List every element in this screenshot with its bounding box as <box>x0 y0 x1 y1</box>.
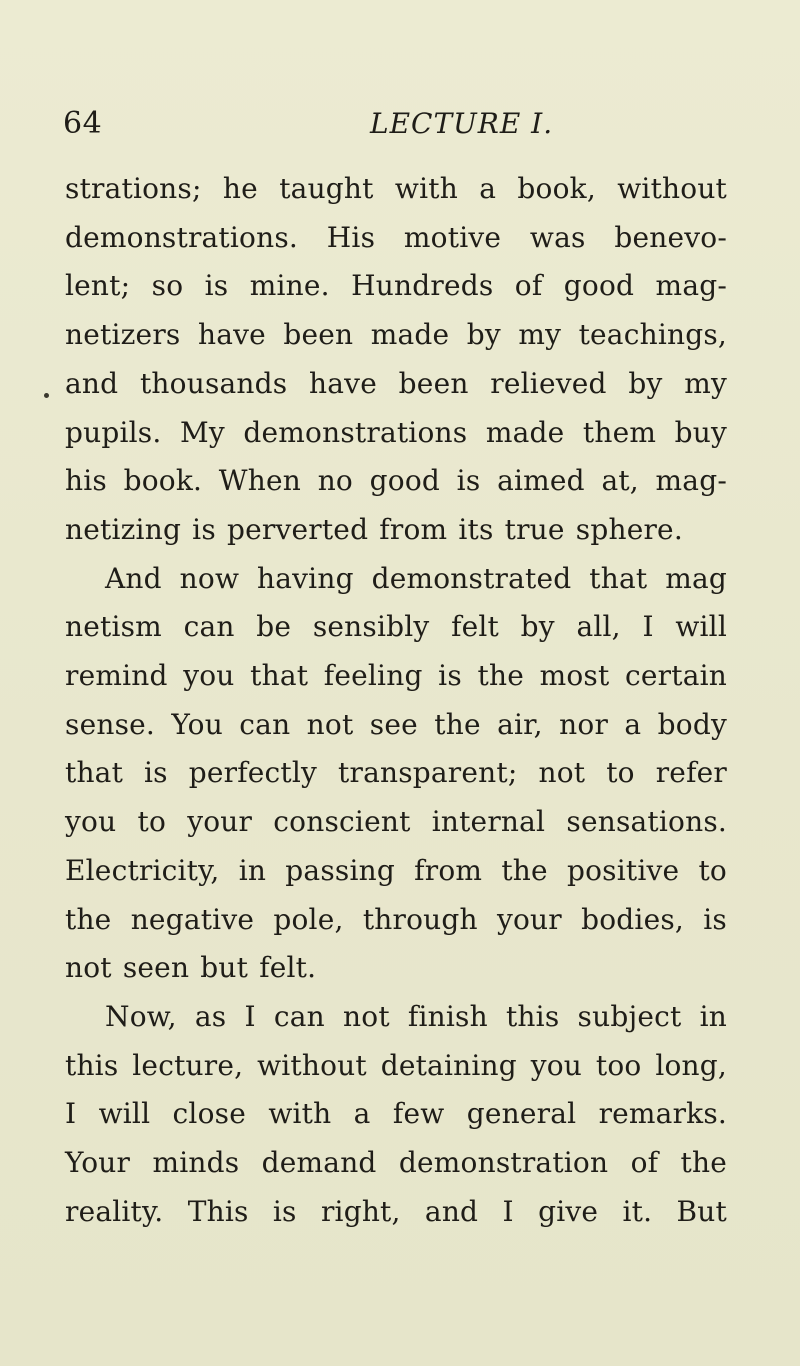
text-line: that is perfectly transparent; not to refer <box>65 756 727 790</box>
text-line: lent; so is mine. Hundreds of good mag- <box>65 269 727 303</box>
text-line: netizers have been made by my teachings, <box>65 318 727 352</box>
text-line: I will close with a few general remarks. <box>65 1097 727 1131</box>
text-line: Electricity, in passing from the positive to <box>65 853 727 887</box>
text-line: netism can be sensibly felt by all, I will <box>65 610 727 644</box>
paragraph-start-line: Now, as I can not finish this subject in <box>105 999 727 1033</box>
text-line: strations; he taught with a book, without <box>65 172 727 205</box>
text-line: reality. This is right, and I give it. But <box>65 1194 727 1228</box>
text-line: not seen but felt. <box>65 951 317 985</box>
margin-mark <box>44 393 49 398</box>
text-line: the negative pole, through your bodies, is <box>65 902 727 936</box>
page-header <box>63 104 723 144</box>
text-line: sense. You can not see the air, nor a body <box>65 707 727 741</box>
text-line: remind you that feeling is the most certain <box>65 659 727 693</box>
running-head: LECTURE I. <box>370 107 554 140</box>
text-line: his book. When no good is aimed at, mag- <box>65 464 727 498</box>
paragraph-start-line: And now having demonstrated that mag <box>105 561 727 595</box>
text-line: netizing is perverted from its true sphere. <box>65 512 683 546</box>
page-number: 64 <box>63 106 103 141</box>
text-line: this lecture, without detaining you too long, <box>65 1048 727 1082</box>
text-line: and thousands have been relieved by my <box>65 366 727 400</box>
text-line: Your minds demand demonstration of the <box>65 1146 727 1180</box>
text-line: demonstrations. His motive was benevo- <box>65 220 727 254</box>
body-text <box>65 165 727 1236</box>
text-line: you to your conscient internal sensations. <box>65 805 727 839</box>
text-line: pupils. My demonstrations made them buy <box>65 415 727 449</box>
